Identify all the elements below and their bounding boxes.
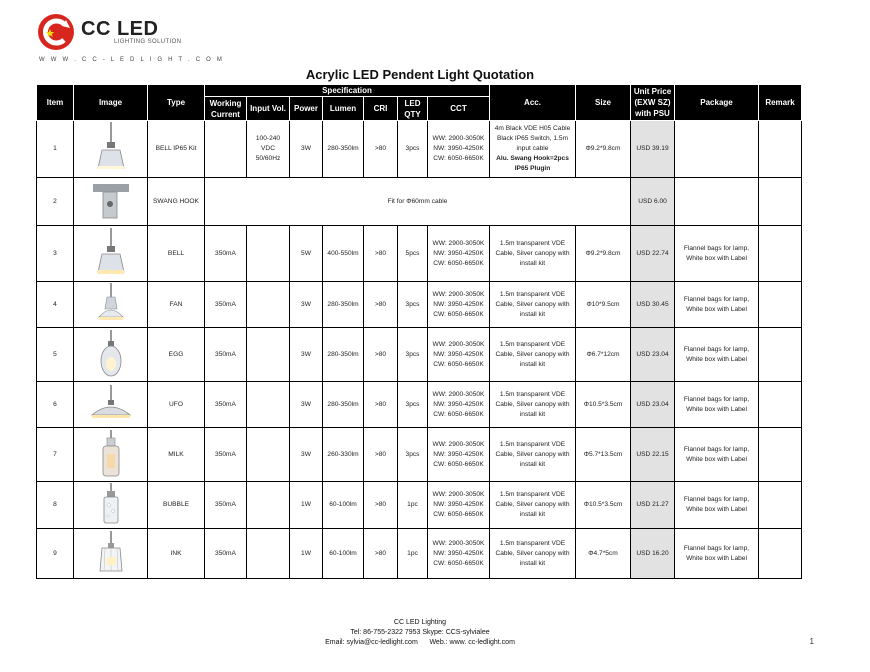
cell-acc: 1.5m transparent VDE Cable, Silver canopy with install kit	[490, 428, 576, 482]
cell-remark	[759, 529, 802, 579]
bell-lamp-icon	[74, 226, 148, 282]
cell-price: USD 23.04	[631, 382, 675, 428]
cell-package: Flannel bags for lamp, White box with Label	[675, 328, 759, 382]
cell-remark	[759, 428, 802, 482]
cell-cct: WW: 2900-3050K NW: 3950-4250K CW: 6050-6650K	[428, 382, 490, 428]
cell-size: Φ9.2*9.8cm	[576, 226, 631, 282]
cell-cct: WW: 2900-3050K NW: 3950-4250K CW: 6050-6650K	[428, 482, 490, 529]
table-row	[37, 282, 802, 328]
table-row	[37, 382, 802, 428]
cell-acc: 1.5m transparent VDE Cable, Silver canopy with install kit	[490, 382, 576, 428]
cell-remark	[759, 226, 802, 282]
cell-cri: >80	[364, 482, 398, 529]
cell-cri: >80	[364, 226, 398, 282]
cell-cri: >80	[364, 529, 398, 579]
header-item: Item	[37, 85, 74, 121]
cell-size: Φ10.5*3.5cm	[576, 482, 631, 529]
cell-package	[675, 121, 759, 178]
footer-email: Email: sylvia@cc-ledlight.com Web.: www. cc-ledlight.com	[325, 639, 515, 646]
cell-lumen: 60-100lm	[323, 482, 364, 529]
bubble-lamp-icon	[74, 482, 148, 529]
cell-cri: >80	[364, 428, 398, 482]
cell-qty: 1pc	[398, 482, 428, 529]
cell-price: USD 39.19	[631, 121, 675, 178]
cell-remark	[759, 482, 802, 529]
header-led-qty: LED QTY	[398, 97, 428, 121]
cell-cct: WW: 2900-3050K NW: 3950-4250K CW: 6050-6650K	[428, 282, 490, 328]
header-cct: CCT	[428, 97, 490, 121]
brand-website: W W W . C C - L E D L I G H T . C O M	[39, 57, 225, 63]
cell-price: USD 22.15	[631, 428, 675, 482]
cell-input	[247, 282, 290, 328]
cell-power: 3W	[290, 428, 323, 482]
cell-cri: >80	[364, 282, 398, 328]
cell-input	[247, 482, 290, 529]
cell-package: Flannel bags for lamp, White box with Label	[675, 428, 759, 482]
cell-type: SWANG HOOK	[148, 178, 205, 226]
header-image: Image	[74, 85, 148, 121]
cell-price: USD 22.74	[631, 226, 675, 282]
cell-current: 350mA	[205, 282, 247, 328]
cell-remark	[759, 282, 802, 328]
cell-size: Φ4.7*5cm	[576, 529, 631, 579]
cell-remark	[759, 328, 802, 382]
cell-lumen: 400-550lm	[323, 226, 364, 282]
cell-acc: 1.5m transparent VDE Cable, Silver canopy with install kit	[490, 328, 576, 382]
cell-current: 350mA	[205, 226, 247, 282]
cell-note: Fit for Φ60mm cable	[205, 178, 631, 226]
cell-lumen: 280-350lm	[323, 382, 364, 428]
table-row	[37, 482, 802, 529]
brand-name: CC LED	[81, 18, 159, 40]
cell-item: 5	[37, 328, 74, 382]
header-power: Power	[290, 97, 323, 121]
cell-current: 350mA	[205, 328, 247, 382]
cell-package: Flannel bags for lamp, White box with Label	[675, 226, 759, 282]
cell-price: USD 30.45	[631, 282, 675, 328]
table-row	[37, 121, 802, 178]
milk-lamp-icon	[74, 428, 148, 482]
table-row	[37, 328, 802, 382]
bell-ip65-kit-lamp-icon	[74, 121, 148, 178]
cell-lumen: 60-100lm	[323, 529, 364, 579]
cell-size: Φ6.7*12cm	[576, 328, 631, 382]
page-number: 1	[809, 637, 814, 646]
cell-price: USD 16.20	[631, 529, 675, 579]
cell-power: 3W	[290, 121, 323, 178]
cell-acc: 4m Black VDE H05 Cable Black IP65 Switch, 1.5m input cable Alu. Swang Hook=2pcs IP65 Plugin	[490, 121, 576, 178]
cell-qty: 1pc	[398, 529, 428, 579]
cell-input	[247, 428, 290, 482]
cell-item: 8	[37, 482, 74, 529]
cell-cri: >80	[364, 121, 398, 178]
cell-size: Φ9.2*9.8cm	[576, 121, 631, 178]
cell-type: BELL	[148, 226, 205, 282]
header-size: Size	[576, 85, 631, 121]
cell-power: 3W	[290, 328, 323, 382]
cell-item: 1	[37, 121, 74, 178]
cell-cct: WW: 2900-3050K NW: 3950-4250K CW: 6050-6650K	[428, 529, 490, 579]
cell-type: EGG	[148, 328, 205, 382]
header-specification: Specification	[205, 85, 490, 97]
cell-cri: >80	[364, 328, 398, 382]
cell-power: 1W	[290, 482, 323, 529]
cell-type: BUBBLE	[148, 482, 205, 529]
cell-remark	[759, 382, 802, 428]
cell-lumen: 280-350lm	[323, 328, 364, 382]
cell-type: FAN	[148, 282, 205, 328]
cell-power: 1W	[290, 529, 323, 579]
cell-qty: 5pcs	[398, 226, 428, 282]
cell-qty: 3pcs	[398, 282, 428, 328]
quotation-table	[36, 84, 802, 579]
cell-cct: WW: 2900-3050K NW: 3950-4250K CW: 6050-6650K	[428, 428, 490, 482]
cell-item: 7	[37, 428, 74, 482]
cell-item: 3	[37, 226, 74, 282]
header-acc: Acc.	[490, 85, 576, 121]
cell-input	[247, 328, 290, 382]
cell-qty: 3pcs	[398, 121, 428, 178]
header-cri: CRI	[364, 97, 398, 121]
cell-current: 350mA	[205, 382, 247, 428]
cell-input	[247, 226, 290, 282]
cell-type: UFO	[148, 382, 205, 428]
header-unit-price: Unit Price (EXW SZ) with PSU	[631, 85, 675, 121]
cell-lumen: 280-350lm	[323, 121, 364, 178]
cell-remark	[759, 178, 802, 226]
cell-power: 3W	[290, 282, 323, 328]
cell-current: 350mA	[205, 482, 247, 529]
footer-contact: Tel: 86-755-2322 7953 Skype: CCS-sylvialee	[350, 629, 490, 636]
cell-cct: WW: 2900-3050K NW: 3950-4250K CW: 6050-6650K	[428, 226, 490, 282]
cell-power: 5W	[290, 226, 323, 282]
cell-package: Flannel bags for lamp, White box with Label	[675, 529, 759, 579]
header-remark: Remark	[759, 85, 802, 121]
cell-qty: 3pcs	[398, 428, 428, 482]
header-package: Package	[675, 85, 759, 121]
egg-lamp-icon	[74, 328, 148, 382]
company-logo	[36, 12, 225, 63]
table-row	[37, 428, 802, 482]
cell-acc: 1.5m transparent VDE Cable, Silver canopy with install kit	[490, 482, 576, 529]
cell-price: USD 6.00	[631, 178, 675, 226]
cell-current	[205, 121, 247, 178]
cell-package: Flannel bags for lamp, White box with Label	[675, 482, 759, 529]
ink-lamp-icon	[74, 529, 148, 579]
cell-lumen: 280-350lm	[323, 282, 364, 328]
table-row	[37, 226, 802, 282]
cell-remark	[759, 121, 802, 178]
cell-input	[247, 382, 290, 428]
cell-qty: 3pcs	[398, 328, 428, 382]
cell-power: 3W	[290, 382, 323, 428]
cell-item: 2	[37, 178, 74, 226]
cell-lumen: 260-330lm	[323, 428, 364, 482]
cell-qty: 3pcs	[398, 382, 428, 428]
cell-item: 9	[37, 529, 74, 579]
fan-lamp-icon	[74, 282, 148, 328]
header-input-vol: Input Vol.	[247, 97, 290, 121]
cell-acc: 1.5m transparent VDE Cable, Silver canopy with install kit	[490, 226, 576, 282]
ufo-lamp-icon	[74, 382, 148, 428]
header-lumen: Lumen	[323, 97, 364, 121]
cell-size: Φ5.7*13.5cm	[576, 428, 631, 482]
swang-hook-icon	[74, 178, 148, 226]
cell-size: Φ10*9.5cm	[576, 282, 631, 328]
cell-acc: 1.5m transparent VDE Cable, Silver canopy with install kit	[490, 282, 576, 328]
table-row	[37, 178, 802, 226]
page-title: Acrylic LED Pendent Light Quotation	[305, 67, 535, 82]
cell-size: Φ10.5*3.5cm	[576, 382, 631, 428]
cc-led-logo-icon	[36, 12, 76, 52]
header-working-current: Working Current	[205, 97, 247, 121]
cell-type: INK	[148, 529, 205, 579]
cell-cct: WW: 2900-3050K NW: 3950-4250K CW: 6050-6650K	[428, 328, 490, 382]
table-row	[37, 529, 802, 579]
cell-item: 4	[37, 282, 74, 328]
cell-acc: 1.5m transparent VDE Cable, Silver canopy with install kit	[490, 529, 576, 579]
cell-current: 350mA	[205, 428, 247, 482]
cell-package	[675, 178, 759, 226]
cell-input	[247, 529, 290, 579]
cell-cri: >80	[364, 382, 398, 428]
cell-package: Flannel bags for lamp, White box with Label	[675, 382, 759, 428]
cell-current: 350mA	[205, 529, 247, 579]
cell-type: MILK	[148, 428, 205, 482]
cell-item: 6	[37, 382, 74, 428]
cell-cct: WW: 2900-3050K NW: 3950-4250K CW: 6050-6650K	[428, 121, 490, 178]
cell-price: USD 23.04	[631, 328, 675, 382]
footer-company: CC LED Lighting	[393, 619, 447, 626]
header-type: Type	[148, 85, 205, 121]
brand-subtitle: LIGHTING SOLUTION	[114, 39, 182, 45]
cell-price: USD 21.27	[631, 482, 675, 529]
cell-input: 100-240 VDC 50/60Hz	[247, 121, 290, 178]
cell-type: BELL IP65 Kit	[148, 121, 205, 178]
cell-package: Flannel bags for lamp, White box with Label	[675, 282, 759, 328]
